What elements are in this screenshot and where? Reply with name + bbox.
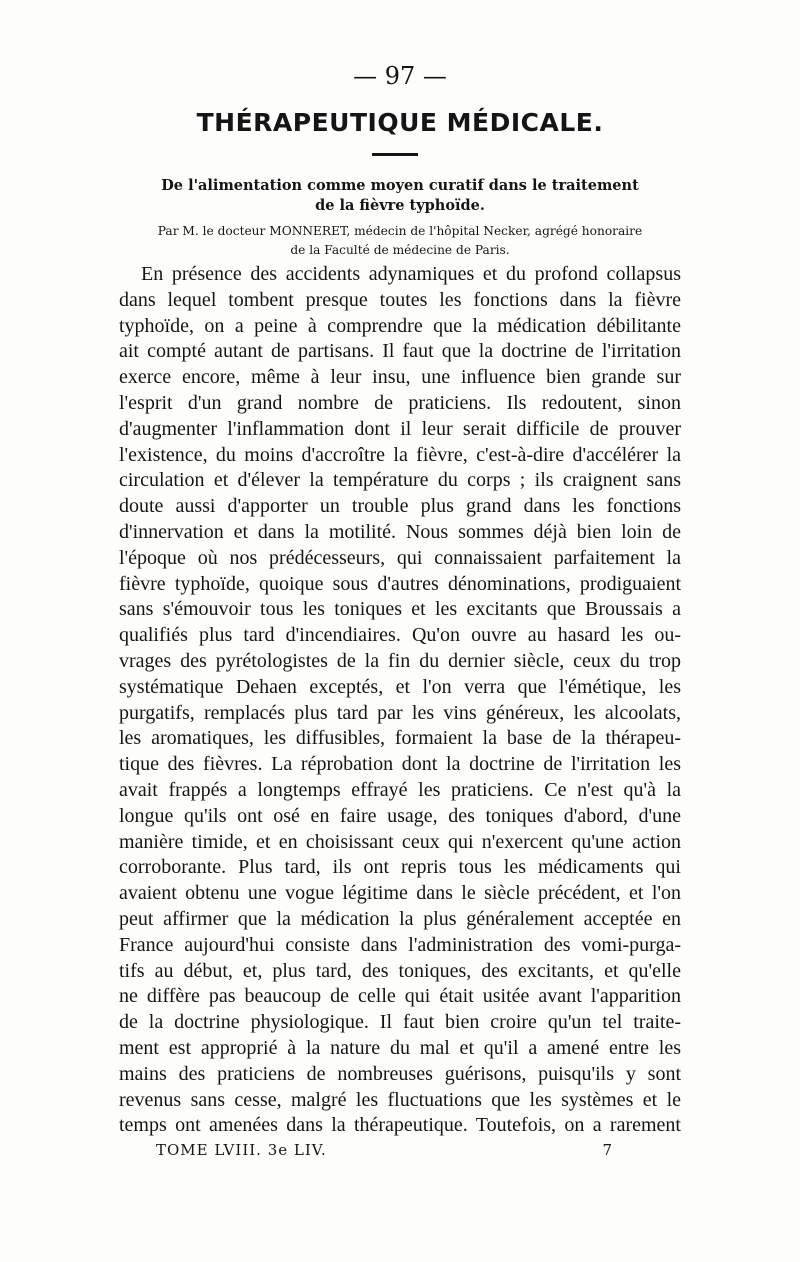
section-title: THÉRAPEUTIQUE MÉDICALE.: [196, 108, 604, 137]
text-line: typhoïde, on a peine à comprendre que la médication débilitante: [119, 314, 681, 337]
text-line: vrages des pyrétologistes de la fin du dernier siècle, ceux du trop: [119, 649, 681, 672]
text-line: qualifiés plus tard d'incendiaires. Qu'on ouvre au hasard les ou-: [119, 624, 681, 647]
text-line: l'époque où nos prédécesseurs, qui connaissaient parfaitement la: [119, 546, 681, 569]
volume-info: TOME LVIII. 3e LIV.: [156, 1141, 327, 1159]
text-line: ment est approprié à la nature du mal et qu'il a amené entre les: [119, 1036, 681, 1059]
text-line: les aromatiques, les diffusibles, formaient la base de la thérapeu-: [119, 727, 681, 750]
text-line: dans lequel tombent presque toutes les fonctions dans la fièvre: [119, 288, 681, 311]
text-line: d'augmenter l'inflammation dont il leur serait difficile de prouver: [119, 417, 681, 440]
signature-mark: 7: [602, 1141, 612, 1159]
text-line: d'innervation et dans la motilité. Nous sommes déjà bien loin de: [119, 520, 681, 543]
text-line: France aujourd'hui consiste dans l'administration des vomi-purga-: [119, 933, 681, 956]
text-line: l'esprit d'un grand nombre de praticiens. Ils redoutent, sinon: [119, 391, 681, 414]
text-line: revenus sans cesse, malgré les fluctuations que les systèmes et le: [119, 1088, 681, 1111]
text-line: peut affirmer que la médication la plus généralement acceptée en: [119, 907, 681, 930]
text-line: tifs au début, et, plus tard, des toniques, des excitants, et qu'elle: [119, 959, 681, 982]
text-line: mains des praticiens de nombreuses guérisons, puisqu'ils y sont: [119, 1062, 681, 1085]
text-line: temps ont amenées dans la thérapeutique. Toutefois, on a rarement: [119, 1114, 681, 1137]
text-line: purgatifs, remplacés plus tard par les vins généreux, les alcoolats,: [119, 701, 681, 724]
text-line: longue qu'ils ont osé en faire usage, des toniques d'abord, d'une: [119, 804, 681, 827]
text-line: avaient obtenu une vogue légitime dans le siècle précédent, et l'on: [119, 882, 681, 905]
text-line: systématique Dehaen exceptés, et l'on verra que l'émétique, les: [119, 675, 681, 698]
byline-line-1: Par M. le docteur MONNERET, médecin de l'hôpital Necker, agrégé honoraire: [157, 224, 643, 238]
text-line: ait compté autant de partisans. Il faut que la doctrine de l'irritation: [119, 340, 681, 363]
author-byline: [120, 222, 680, 260]
body-text: [119, 262, 681, 1139]
text-line: de la doctrine physiologique. Il faut bien croire qu'un tel traite-: [119, 1011, 681, 1034]
text-line: doute aussi d'apporter un trouble plus grand dans les fonctions: [119, 495, 681, 518]
byline-line-2: de la Faculté de médecine de Paris.: [290, 243, 510, 257]
text-line: avait frappés a longtemps effrayé les praticiens. Ce n'est qu'à la: [119, 778, 681, 801]
text-line: circulation et d'élever la température du corps ; ils craignent sans: [119, 469, 681, 492]
subtitle-line-2: de la fièvre typhoïde.: [315, 197, 485, 214]
text-line: sans s'émouvoir tous les toniques et les excitants que Broussais a: [119, 598, 681, 621]
text-line: l'existence, du moins d'accroître la fièvre, c'est-à-dire d'accélérer la: [119, 443, 681, 466]
text-line: corroborante. Plus tard, ils ont repris tous les médicaments qui: [119, 856, 681, 879]
text-line: En présence des accidents adynamiques et du profond collapsus: [141, 263, 681, 285]
page-number: — 97 —: [353, 62, 447, 90]
text-line: exerce encore, même à leur insu, une influence bien grande sur: [119, 366, 681, 389]
subtitle-line-1: De l'alimentation comme moyen curatif dans le traitement: [161, 177, 639, 194]
text-line: ne diffère pas beaucoup de celle qui était usitée avant l'apparition: [119, 985, 681, 1008]
text-line: tique des fièvres. La réprobation dont la doctrine de l'irritation les: [119, 753, 681, 776]
article-subtitle: [100, 176, 700, 216]
text-line: fièvre typhoïde, quoique sous d'autres dénominations, prodiguaient: [119, 572, 681, 595]
text-line: manière timide, et en choisissant ceux qui n'exercent qu'une action: [119, 830, 681, 853]
title-divider: [372, 153, 418, 156]
